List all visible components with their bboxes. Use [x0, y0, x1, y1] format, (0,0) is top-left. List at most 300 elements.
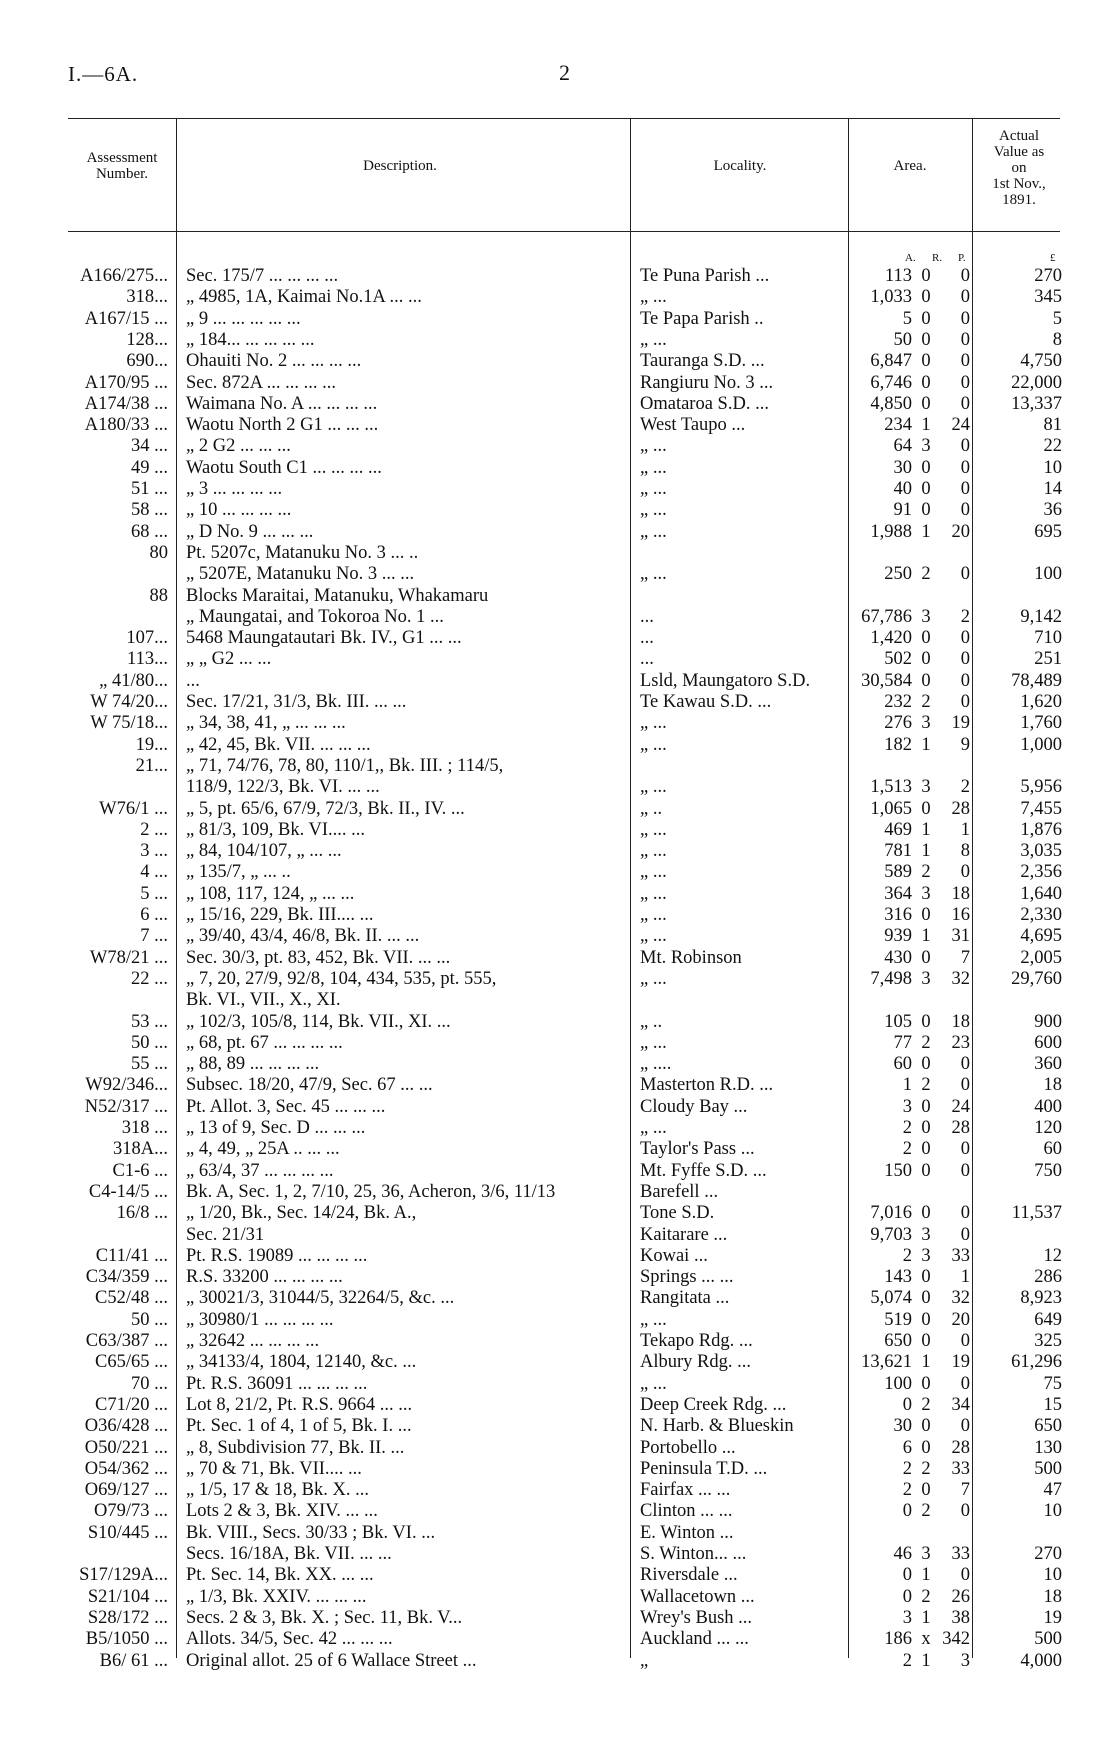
area-acres: 502	[884, 649, 912, 670]
description: „ 184... ... ... ... ...	[186, 329, 315, 350]
area-perches: 0	[960, 372, 970, 393]
locality: „ ....	[640, 1054, 672, 1075]
locality: „ ...	[640, 734, 667, 755]
actual-value: 325	[1034, 1331, 1062, 1351]
area-perches: 26	[951, 1586, 970, 1607]
area-acres: 13,621	[861, 1352, 912, 1373]
description: „ 9 ... ... ... ... ...	[186, 308, 301, 329]
area-perches: 0	[960, 564, 970, 585]
assessment-number: W78/21 ...	[89, 947, 168, 968]
unit-perches: P.	[958, 252, 966, 264]
table-row	[0, 628, 1114, 649]
assessment-number: 88	[149, 585, 168, 606]
description: Waimana No. A ... ... ... ...	[186, 393, 378, 414]
table-row	[0, 1395, 1114, 1416]
locality: Mt. Fyffe S.D. ...	[640, 1160, 767, 1181]
actual-value: 750	[1034, 1160, 1062, 1181]
table-row	[0, 884, 1114, 905]
actual-value: 2,330	[1020, 905, 1062, 925]
area-roods: 0	[921, 329, 931, 350]
area-acres: 46	[893, 1544, 912, 1564]
description: „ 5, pt. 65/6, 67/9, 72/3, Bk. II., IV. ...	[186, 798, 465, 819]
table-row	[0, 649, 1114, 670]
locality: ...	[640, 606, 654, 627]
locality: Omataroa S.D. ...	[640, 393, 769, 414]
area-roods: 0	[921, 308, 931, 329]
description: Ohauiti No. 2 ... ... ... ...	[186, 351, 362, 372]
area-roods: 0	[921, 947, 931, 968]
table-row	[0, 287, 1114, 308]
assessment-number: 690...	[126, 351, 168, 372]
table-row	[0, 309, 1114, 330]
actual-value: 47	[1043, 1480, 1062, 1501]
description: „ 13 of 9, Sec. D ... ... ...	[186, 1118, 366, 1138]
assessment-number: S10/445 ...	[87, 1522, 168, 1543]
actual-value: 100	[1034, 564, 1062, 585]
locality: Barefell ...	[640, 1181, 719, 1202]
locality: „	[640, 1650, 649, 1671]
actual-value: 36	[1043, 500, 1062, 521]
description: „ 71, 74/76, 78, 80, 110/1,, Bk. III. ; 114/5,	[186, 755, 504, 776]
locality: Albury Rdg. ...	[640, 1352, 751, 1373]
area-perches: 0	[960, 393, 970, 414]
table-row	[0, 671, 1114, 692]
area-roods: 0	[921, 1331, 931, 1351]
area-acres: 0	[902, 1394, 912, 1415]
description: „ 1/5, 17 & 18, Bk. X. ...	[186, 1480, 369, 1501]
area-roods: 1	[921, 1607, 931, 1628]
table-row	[0, 1416, 1114, 1437]
table-row	[0, 820, 1114, 841]
actual-value: 710	[1034, 628, 1062, 649]
area-acres: 1,513	[870, 777, 912, 798]
description: Subsec. 18/20, 47/9, Sec. 67 ... ...	[186, 1075, 433, 1096]
table-row	[0, 1246, 1114, 1267]
actual-value: 2,005	[1020, 947, 1062, 968]
description: Pt. Sec. 14, Bk. XX. ... ...	[186, 1565, 374, 1586]
description: Sec. 17/21, 31/3, Bk. III. ... ...	[186, 692, 407, 712]
actual-value: 13,337	[1011, 393, 1062, 414]
table-row	[0, 735, 1114, 756]
table-row	[0, 990, 1114, 1011]
assessment-number: 22 ...	[131, 968, 168, 989]
table-row	[0, 1374, 1114, 1395]
area-roods: 0	[921, 1373, 931, 1394]
assessment-number: 107...	[126, 628, 168, 649]
actual-value: 5	[1052, 308, 1062, 329]
description: „ 102/3, 105/8, 114, Bk. VII., XI. ...	[186, 1011, 451, 1032]
area-perches: 0	[960, 670, 970, 691]
locality: „ ...	[640, 287, 667, 308]
description: „ 1/3, Bk. XXIV. ... ... ...	[186, 1586, 367, 1607]
actual-value: 130	[1034, 1437, 1062, 1458]
actual-value: 400	[1034, 1096, 1062, 1117]
description: „ 8, Subdivision 77, Bk. II. ...	[186, 1437, 405, 1458]
locality: „ ...	[640, 862, 667, 883]
area-acres: 2	[902, 1458, 912, 1479]
locality: Rangiuru No. 3 ...	[640, 372, 774, 393]
table-row	[0, 841, 1114, 862]
area-roods: 0	[921, 1139, 931, 1160]
assessment-number: 318...	[126, 287, 168, 308]
assessment-number: S21/104 ...	[87, 1586, 168, 1607]
area-acres: 1,065	[870, 798, 912, 819]
assessment-number: C52/48 ...	[95, 1288, 168, 1309]
area-perches: 0	[960, 1139, 970, 1160]
description: Lots 2 & 3, Bk. XIV. ... ...	[186, 1501, 378, 1522]
area-roods: 0	[921, 628, 931, 649]
area-acres: 276	[884, 713, 912, 734]
area-perches: 0	[960, 1565, 970, 1586]
actual-value: 11,537	[1011, 1203, 1062, 1224]
locality: Wrey's Bush ...	[640, 1607, 753, 1628]
locality: West Taupo ...	[640, 415, 746, 436]
col-head-number: Assessment Number.	[86, 150, 158, 182]
area-perches: 1	[960, 1267, 970, 1288]
locality: „ ...	[640, 329, 667, 350]
col-head-locality: Locality.	[713, 158, 767, 174]
table-row	[0, 1501, 1114, 1522]
assessment-number: O50/221 ...	[84, 1437, 168, 1458]
locality: „ ...	[640, 968, 667, 989]
description: „ 68, pt. 67 ... ... ... ...	[186, 1032, 343, 1053]
description: Pt. Allot. 3, Sec. 45 ... ... ...	[186, 1096, 386, 1117]
description: Bk. VIII., Secs. 30/33 ; Bk. VI. ...	[186, 1522, 436, 1543]
assessment-number: B6/ 61 ...	[99, 1650, 168, 1671]
area-roods: 3	[921, 777, 931, 798]
area-roods: 0	[921, 372, 931, 393]
area-roods: 3	[921, 883, 931, 904]
area-roods: 0	[921, 1288, 931, 1309]
area-acres: 519	[884, 1309, 912, 1330]
area-perches: 0	[960, 266, 970, 286]
area-roods: 0	[921, 500, 931, 521]
table-row	[0, 1565, 1114, 1586]
unit-roods: R.	[932, 252, 943, 264]
actual-value: 7,455	[1020, 798, 1062, 819]
area-perches: 33	[951, 1544, 970, 1564]
area-perches: 38	[951, 1607, 970, 1628]
actual-value: 81	[1043, 415, 1062, 436]
assessment-number: O36/428 ...	[84, 1416, 168, 1437]
area-acres: 50	[893, 329, 912, 350]
description: „ 88, 89 ... ... ... ...	[186, 1054, 320, 1075]
area-acres: 30	[893, 457, 912, 478]
actual-value: 345	[1034, 287, 1062, 308]
area-roods: 2	[921, 1075, 931, 1096]
actual-value: 649	[1034, 1309, 1062, 1330]
area-roods: 2	[921, 1032, 931, 1053]
table-row	[0, 1203, 1114, 1224]
actual-value: 695	[1034, 521, 1062, 542]
area-acres: 30	[893, 1416, 912, 1437]
description: „ 34133/4, 1804, 12140, &c. ...	[186, 1352, 417, 1373]
locality: Te Puna Parish ...	[640, 266, 770, 286]
description: Sec. 30/3, pt. 83, 452, Bk. VII. ... ...	[186, 947, 451, 968]
table-row	[0, 394, 1114, 415]
area-roods: 3	[921, 1544, 931, 1564]
area-roods: 3	[921, 1224, 931, 1245]
area-roods: 1	[921, 841, 931, 862]
locality: Kowai ...	[640, 1245, 708, 1266]
area-perches: 0	[960, 1373, 970, 1394]
actual-value: 3,035	[1020, 841, 1062, 862]
assessment-number: 70 ...	[131, 1373, 168, 1394]
description: „ 84, 104/107, „ ... ...	[186, 841, 342, 862]
area-acres: 1,033	[870, 287, 912, 308]
actual-value: 10	[1043, 1565, 1062, 1586]
area-acres: 781	[884, 841, 912, 862]
actual-value: 9,142	[1020, 606, 1062, 627]
assessment-number: 6 ...	[140, 905, 168, 925]
assessment-number: 49 ...	[131, 457, 168, 478]
area-perches: 0	[960, 1054, 970, 1075]
area-acres: 650	[884, 1331, 912, 1351]
area-roods: 0	[921, 1118, 931, 1138]
area-acres: 1,420	[870, 628, 912, 649]
table-row	[0, 862, 1114, 883]
assessment-number: C4-14/5 ...	[88, 1181, 168, 1202]
locality: Tauranga S.D. ...	[640, 351, 765, 372]
locality: „ ...	[640, 713, 667, 734]
description: „ 81/3, 109, Bk. VI.... ...	[186, 819, 366, 840]
assessment-number: 113...	[127, 649, 168, 670]
area-perches: 18	[951, 883, 970, 904]
area-acres: 469	[884, 819, 912, 840]
description: Original allot. 25 of 6 Wallace Street ...	[186, 1650, 477, 1671]
assessment-number: O54/362 ...	[84, 1458, 168, 1479]
area-perches: 0	[960, 351, 970, 372]
area-perches: 2	[960, 606, 970, 627]
area-roods: 0	[921, 457, 931, 478]
area-acres: 113	[884, 266, 912, 286]
area-perches: 20	[951, 521, 970, 542]
area-acres: 2	[902, 1118, 912, 1138]
area-roods: 3	[921, 1245, 931, 1266]
area-acres: 0	[902, 1586, 912, 1607]
assessment-number: 2 ...	[140, 819, 168, 840]
area-roods: 2	[921, 862, 931, 883]
description: „ 3 ... ... ... ...	[186, 479, 283, 499]
assessment-number: W76/1 ...	[99, 798, 168, 819]
area-perches: 24	[951, 1096, 970, 1117]
area-acres: 430	[884, 947, 912, 968]
area-perches: 0	[960, 1075, 970, 1096]
actual-value: 270	[1034, 1544, 1062, 1564]
assessment-number: 318A...	[113, 1139, 168, 1160]
area-acres: 7,498	[870, 968, 912, 989]
area-perches: 0	[960, 500, 970, 521]
table-row	[0, 1544, 1114, 1565]
area-perches: 32	[951, 1288, 970, 1309]
table-row	[0, 1033, 1114, 1054]
area-roods: 0	[921, 1054, 931, 1075]
description: 118/9, 122/3, Bk. VI. ... ...	[186, 777, 380, 798]
actual-value: 900	[1034, 1011, 1062, 1032]
area-perches: 0	[960, 1160, 970, 1181]
table-row	[0, 479, 1114, 500]
actual-value: 15	[1043, 1394, 1062, 1415]
locality: E. Winton ...	[640, 1522, 734, 1543]
description: Lot 8, 21/2, Pt. R.S. 9664 ... ...	[186, 1394, 413, 1415]
area-acres: 9,703	[870, 1224, 912, 1245]
description: „ 135/7, „ ... ..	[186, 862, 291, 883]
area-roods: 0	[921, 1096, 931, 1117]
table-row	[0, 1225, 1114, 1246]
unit-pounds: £	[1050, 252, 1056, 264]
description: „ 10 ... ... ... ...	[186, 500, 292, 521]
area-perches: 0	[960, 287, 970, 308]
table-row	[0, 522, 1114, 543]
description: Bk. VI., VII., X., XI.	[186, 990, 341, 1011]
assessment-number: 16/8 ...	[116, 1203, 168, 1224]
assessment-number: A174/38 ...	[84, 393, 168, 414]
area-acres: 589	[884, 862, 912, 883]
page-number: 2	[559, 60, 570, 85]
area-roods: 0	[921, 1309, 931, 1330]
assessment-number: W 75/18...	[90, 713, 168, 734]
table-row	[0, 948, 1114, 969]
assessment-number: B5/1050 ...	[85, 1629, 168, 1650]
col-head-description: Description.	[363, 158, 437, 174]
table-row	[0, 1608, 1114, 1629]
locality: „ ...	[640, 883, 667, 904]
description: „ 5207E, Matanuku No. 3 ... ...	[186, 564, 415, 585]
table-row	[0, 607, 1114, 628]
area-perches: 1	[960, 819, 970, 840]
locality: Taylor's Pass ...	[640, 1139, 755, 1160]
assessment-number: 50 ...	[131, 1309, 168, 1330]
description: „ 30021/3, 31044/5, 32264/5, &c. ...	[186, 1288, 455, 1309]
col-head-value: Actual Value as on 1st Nov., 1891.	[992, 128, 1046, 208]
assessment-number: 7 ...	[140, 926, 168, 947]
area-acres: 30,584	[861, 670, 912, 691]
assessment-number: C34/359 ...	[85, 1267, 168, 1288]
table-top-rule	[68, 118, 1060, 119]
table-row	[0, 799, 1114, 820]
table-row	[0, 1267, 1114, 1288]
description: Pt. R.S. 19089 ... ... ... ...	[186, 1245, 368, 1266]
table-row	[0, 1629, 1114, 1650]
assessment-number: C1-6 ...	[112, 1160, 168, 1181]
actual-value: 4,695	[1020, 926, 1062, 947]
header-bottom-rule	[68, 231, 1060, 232]
description: Secs. 16/18A, Bk. VII. ... ...	[186, 1544, 392, 1564]
area-perches: 7	[960, 1480, 970, 1501]
assessment-number: „ 41/80...	[99, 670, 168, 691]
area-acres: 4,850	[870, 393, 912, 414]
actual-value: 1,760	[1020, 713, 1062, 734]
area-perches: 24	[951, 415, 970, 436]
table-row	[0, 1352, 1114, 1373]
assessment-number: C63/387 ...	[85, 1331, 168, 1351]
locality: „ ...	[640, 819, 667, 840]
description: „ 7, 20, 27/9, 92/8, 104, 434, 535, pt. 555,	[186, 968, 497, 989]
area-perches: 0	[960, 479, 970, 499]
assessment-number: 128...	[126, 329, 168, 350]
area-roods: 1	[921, 415, 931, 436]
table-row	[0, 713, 1114, 734]
area-perches: 2	[960, 777, 970, 798]
area-perches: 0	[960, 436, 970, 457]
locality: „ ...	[640, 926, 667, 947]
actual-value: 75	[1043, 1373, 1062, 1394]
table-row	[0, 1438, 1114, 1459]
actual-value: 22,000	[1011, 372, 1062, 393]
description: Blocks Maraitai, Matanuku, Whakamaru	[186, 585, 489, 606]
area-perches: 9	[960, 734, 970, 755]
description: Pt. 5207c, Matanuku No. 3 ... ..	[186, 542, 419, 563]
locality: Mt. Robinson	[640, 947, 742, 968]
area-perches: 20	[951, 1309, 970, 1330]
area-roods: 0	[921, 287, 931, 308]
assessment-number: O79/73 ...	[94, 1501, 168, 1522]
table-row	[0, 926, 1114, 947]
table-row	[0, 905, 1114, 926]
area-perches: 33	[951, 1458, 970, 1479]
locality: Te Kawau S.D. ...	[640, 692, 772, 712]
area-perches: 8	[960, 841, 970, 862]
area-acres: 1	[902, 1075, 912, 1096]
area-acres: 5	[902, 308, 912, 329]
locality: „ ...	[640, 436, 667, 457]
locality: Riversdale ...	[640, 1565, 738, 1586]
locality: „ ...	[640, 457, 667, 478]
area-roods: 0	[921, 266, 931, 286]
table-row	[0, 266, 1114, 287]
area-perches: 32	[951, 968, 970, 989]
area-roods: 0	[921, 798, 931, 819]
area-acres: 67,786	[861, 606, 912, 627]
area-acres: 250	[884, 564, 912, 585]
table-row	[0, 1075, 1114, 1096]
locality: „ ...	[640, 1373, 667, 1394]
description: „ Maungatai, and Tokoroa No. 1 ...	[186, 606, 444, 627]
area-perches: 28	[951, 1437, 970, 1458]
area-acres: 2	[902, 1480, 912, 1501]
actual-value: 1,640	[1020, 883, 1062, 904]
actual-value: 1,000	[1020, 734, 1062, 755]
table-row	[0, 415, 1114, 436]
area-perches: 0	[960, 628, 970, 649]
area-perches: 33	[951, 1245, 970, 1266]
table-row	[0, 1012, 1114, 1033]
description: „ 63/4, 37 ... ... ... ...	[186, 1160, 334, 1181]
locality: „ ...	[640, 1309, 667, 1330]
area-acres: 40	[893, 479, 912, 499]
assessment-number: S28/172 ...	[87, 1607, 168, 1628]
area-perches: 28	[951, 1118, 970, 1138]
actual-value: 4,000	[1020, 1650, 1062, 1671]
area-acres: 105	[884, 1011, 912, 1032]
description: „ 108, 117, 124, „ ... ...	[186, 883, 355, 904]
area-roods: 0	[921, 393, 931, 414]
area-roods: 2	[921, 692, 931, 712]
area-acres: 232	[884, 692, 912, 712]
locality: N. Harb. & Blueskin	[640, 1416, 794, 1437]
area-acres: 77	[893, 1032, 912, 1053]
area-roods: 0	[921, 479, 931, 499]
actual-value: 8	[1052, 329, 1062, 350]
table-row	[0, 1523, 1114, 1544]
area-roods: 1	[921, 1650, 931, 1671]
assessment-number: O69/127 ...	[84, 1480, 168, 1501]
area-perches: 0	[960, 1416, 970, 1437]
description: „ 1/20, Bk., Sec. 14/24, Bk. A.,	[186, 1203, 417, 1224]
description: „ 4, 49, „ 25A .. ... ...	[186, 1139, 340, 1160]
description: „ 42, 45, Bk. VII. ... ... ...	[186, 734, 371, 755]
assessment-number: 51 ...	[131, 479, 168, 499]
